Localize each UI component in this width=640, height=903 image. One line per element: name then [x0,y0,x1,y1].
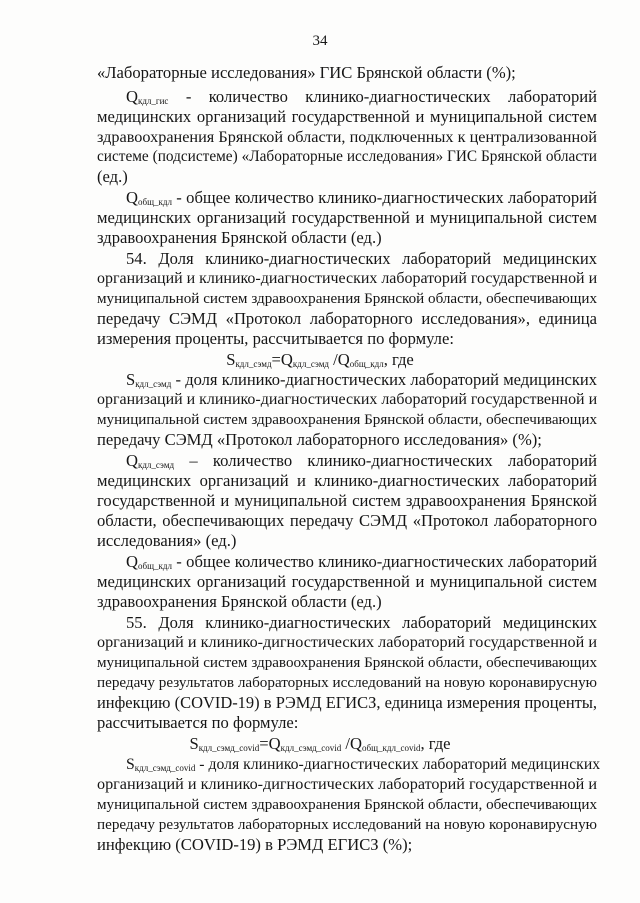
text-line: государственной и муниципальной систем здравоохранения Брянской [97,491,597,510]
formula-line: $S_{кдл\_сэмд}=Q_{кдл\_сэмд}$ $/Q_{общ\_кдл}$, где [226,350,414,369]
paragraph-start-54: 54. Доля клинико-диагностических лабораторий медицинских [126,249,597,268]
definition-text: - количество клинико-диагностических лабораторий [185,87,597,106]
formula-term-line: $Q_{общ\_кдл}$ - общее количество клинико-диагностических лабораторий [126,552,597,571]
formula-term-line: $Q_{кдл\_сэмд}$ – количество клинико-диагностических лабораторий [126,451,597,470]
formula-term-line [126,188,597,208]
text-line: передачу результатов лабораторных исследований на новую коронавирусную [97,674,597,691]
text-line: муниципальной систем здравоохранения Брянской области, обеспечивающих [97,291,597,307]
text-line: медицинских организаций государственной и муниципальной систем [97,107,597,126]
text-line: муниципальной систем здравоохранения Брянской области, обеспечивающих [97,655,597,671]
formula-line: $S_{кдл\_сэмд\_covid}=Q_{кдл\_сэмд\_covid}$ $/Q_{общ\_кдл\_covid}$, где [189,734,451,753]
text-line: медицинских организаций государственной и муниципальной систем [97,572,597,591]
text-line: медицинских организаций государственной и муниципальной систем [97,208,597,227]
text-line: организаций и клинико-дигностических лабораторий государственной и [97,634,597,651]
formula-term-line: $S_{кдл\_сэмд\_covid}$ - доля клинико-диагностических лабораторий медицинских [126,756,601,773]
text-line: здравоохранения Брянской области, подключенных к централизованной [97,128,597,146]
formula-term-line [126,87,597,107]
var-symbol: Q [126,188,138,207]
text-line: области, обеспечивающих передачу СЭМД «Протокол лабораторного [97,511,597,530]
text-line: здравоохранения Брянской области (ед.) [97,592,382,611]
text-line: организаций и клинико-диагностических лабораторий государственной и [97,270,598,287]
text-line: муниципальной систем здравоохранения Брянской области, обеспечивающих [97,412,597,428]
text-line: «Лабораторные исследования» ГИС Брянской области (%); [97,63,516,82]
text-line: организаций и клинико-диагностических лабораторий государственной и [97,391,598,408]
definition-text: - общее количество клинико-диагностических лабораторий [176,188,597,207]
text-line: здравоохранения Брянской области (ед.) [97,228,382,247]
var-symbol: Q [126,87,138,106]
text-line: передачу СЭМД «Протокол лабораторного исследования» (%); [97,430,542,449]
var-subscript: общ_кдл [137,197,172,207]
text-line: рассчитывается по формуле: [97,713,299,732]
text-line: системе (подсистеме) «Лабораторные исследования» ГИС Брянской области [97,148,597,165]
text-line: измерения проценты, рассчитывается по формуле: [97,329,454,348]
text-line: исследования» (ед.) [97,531,237,550]
paragraph-start-55: 55. Доля клинико-диагностических лабораторий медицинских [126,613,597,632]
formula-term-line: $S_{кдл\_сэмд}$ - доля клинико-диагностических лабораторий медицинских [126,370,597,389]
page-number: 34 [312,33,328,49]
text-line: инфекцию (COVID-19) в РЭМД ЕГИСЗ, единица измерения проценты, [97,693,597,712]
text-line: медицинских организаций и клинико-диагностических лабораторий [97,471,597,490]
var-subscript: кдл_гис [137,96,169,106]
text-line: организаций и клинико-дигностических лабораторий государственной и [97,776,597,793]
text-line: передачу СЭМД «Протокол лабораторного исследования», единица [97,309,597,328]
text-line: инфекцию (COVID-19) в РЭМД ЕГИСЗ (%); [97,835,413,854]
text-line: передачу результатов лабораторных исследований на новую коронавирусную [97,816,597,833]
text-line: (ед.) [97,167,128,186]
text-line: муниципальной систем здравоохранения Брянской области, обеспечивающих [97,797,597,813]
